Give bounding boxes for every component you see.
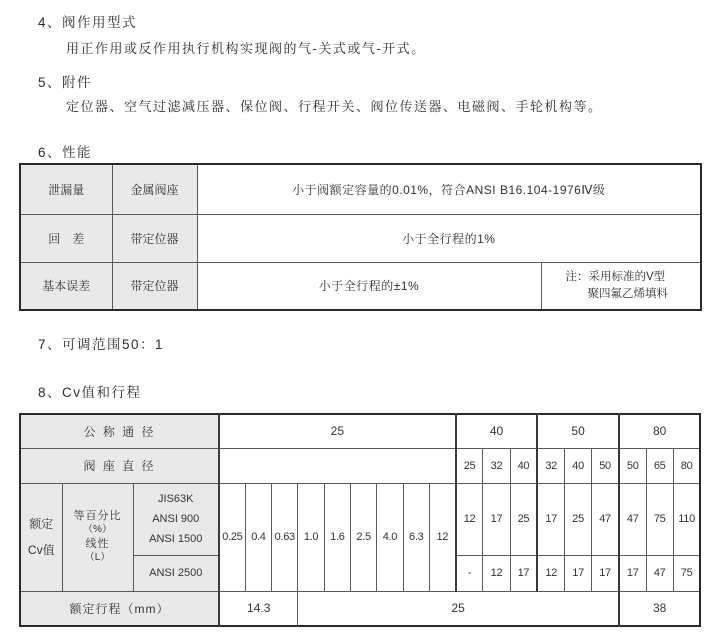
standards-lower-cell [133,555,219,591]
table-row [20,164,701,214]
seat-diameter-cell: 40 [510,448,537,483]
valve-action-paragraph: 用正作用或反作用执行机构实现阀的气-关式或气-开式。 [66,41,426,56]
cv-value-cell: 12 [483,555,510,591]
table-row [20,214,701,262]
char-line3: 线性 [85,538,110,550]
section-heading-accessories: 5、附件 [38,75,93,90]
cv-stroke-table [19,413,701,627]
cv-value-cell: 0.25 [219,483,245,591]
cv-value-cell: 17 [483,483,510,555]
seat-diameter-cell: 32 [537,448,564,483]
packing-note-cell [541,262,701,310]
cv-value-cell: 17 [564,555,591,591]
rated-cv-label-cell [20,483,62,591]
stroke-label-cell: 额定行程（mm） [20,591,219,626]
accessories-paragraph: 定位器、空气过滤减压器、保位阀、行程开关、阀位传送器、电磁阀、手轮机构等。 [66,99,603,114]
table-row [20,448,700,483]
rated-cv-line2: Cv值 [27,543,55,557]
basic-error-positioner-cell: 带定位器 [112,262,197,310]
packing-note-line1: 注：采用标准的V型 [565,270,666,283]
standard-ansi2500: ANSI 2500 [149,567,203,579]
stroke-value-cell: 14.3 [219,591,298,626]
cv-value-cell: 17 [592,555,619,591]
nominal-diameter-label-cell: 公 称 通 径 [20,414,219,448]
seat-diameter-cell: 50 [592,448,619,483]
cv-value-cell: 1.6 [324,483,350,591]
cv-value-cell: 47 [592,483,619,555]
cv-value-cell: 25 [564,483,591,555]
hysteresis-label-cell: 回 差 [20,214,112,262]
table-row [20,483,700,555]
section-heading-valve-action: 4、阀作用型式 [38,15,138,30]
seat-diameter-cell: 40 [564,448,591,483]
rated-cv-line1: 额定 [29,517,54,531]
seat-diameter-empty-cell [219,448,456,483]
basic-error-label-cell: 基本误差 [20,262,112,310]
cv-value-cell: 47 [619,483,646,555]
nominal-group-cell: 50 [537,414,619,448]
cv-value-cell: 1.0 [298,483,324,591]
seat-diameter-cell: 65 [646,448,673,483]
hysteresis-value-cell: 小于全行程的1% [197,214,701,262]
cv-value-cell: - [456,555,483,591]
packing-note-line2: 聚四氟乙烯填料 [587,287,668,300]
cv-value-cell: 0.63 [272,483,298,591]
cv-value-cell: 25 [510,483,537,555]
char-line4: （L） [84,552,111,563]
seat-diameter-label-cell: 阀 座 直 径 [20,448,219,483]
char-line1: 等百分比 [73,510,122,522]
cv-value-cell: 75 [646,483,673,555]
basic-error-value-cell: 小于全行程的±1% [197,262,541,310]
cv-value-cell: 6.3 [403,483,429,591]
hysteresis-positioner-cell: 带定位器 [112,214,197,262]
section-heading-performance: 6、性能 [38,145,93,160]
cv-value-cell: 17 [510,555,537,591]
standard-ansi1500: ANSI 1500 [149,533,203,545]
nominal-group-cell: 40 [456,414,538,448]
standards-upper-cell [133,483,219,555]
cv-value-cell: 75 [673,555,700,591]
nominal-group-cell: 25 [219,414,456,448]
seat-diameter-cell: 32 [483,448,510,483]
cv-value-cell: 12 [537,555,564,591]
table-row [20,262,701,310]
cv-value-cell: 0.4 [245,483,271,591]
flow-characteristic-cell [62,483,133,591]
section-heading-rangeability: 7、可调范围50：1 [38,337,165,352]
cv-value-cell: 17 [619,555,646,591]
cv-value-cell: 110 [673,483,700,555]
stroke-value-cell: 38 [619,591,701,626]
section-heading-cv-stroke: 8、Cv值和行程 [38,385,142,400]
leakage-label-cell: 泄漏量 [20,164,112,214]
stroke-value-cell: 25 [298,591,619,626]
standard-ansi900: ANSI 900 [152,513,200,525]
nominal-group-cell: 80 [619,414,701,448]
seat-diameter-cell: 80 [673,448,700,483]
cv-value-cell: 4.0 [377,483,403,591]
seat-diameter-cell: 50 [619,448,646,483]
cv-value-cell: 12 [429,483,455,591]
table-row [20,591,700,626]
table-row [20,414,700,448]
performance-table [19,163,702,311]
cv-value-cell: 12 [456,483,483,555]
char-line2: （%） [83,524,112,535]
cv-value-cell: 17 [537,483,564,555]
seat-diameter-cell: 25 [456,448,483,483]
standard-jis63k: JIS63K [158,493,194,505]
leakage-seat-type-cell: 金属阀座 [112,164,197,214]
leakage-value-cell: 小于阀额定容量的0.01%，符合ANSI B16.104-1976Ⅳ级 [197,164,701,214]
cv-value-cell: 47 [646,555,673,591]
cv-value-cell: 2.5 [350,483,376,591]
